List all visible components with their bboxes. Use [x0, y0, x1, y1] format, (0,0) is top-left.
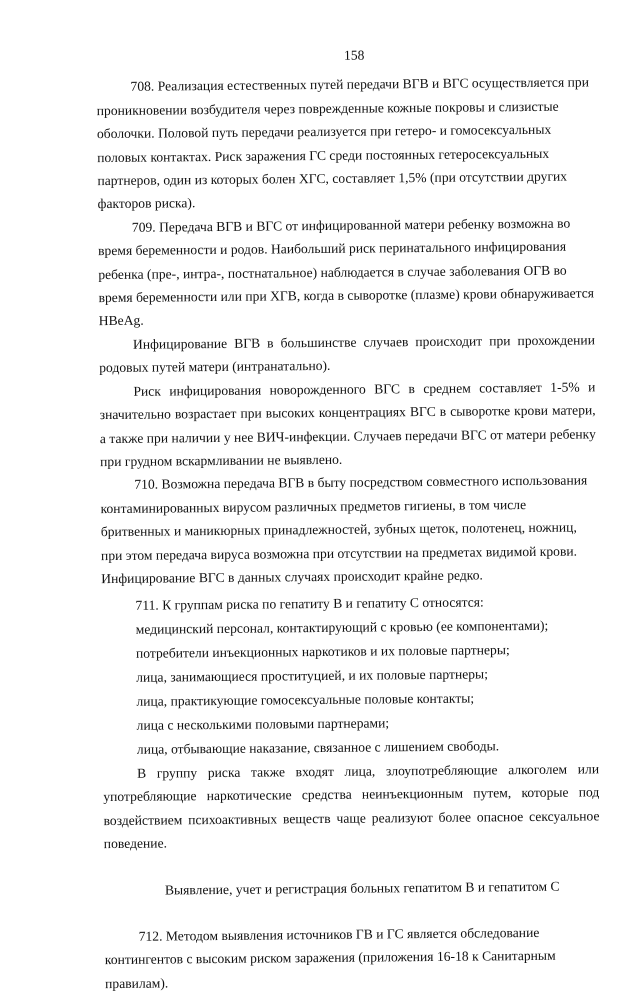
paragraph-709: 709. Передача ВГВ и ВГС от инфицированной матери ребенку возможна во время беременности и родов. Наибольший риск перинатального инфицирования ребенка (пре-, интра-, постнатальное) наблюдается в случае заболевания ОГВ во время беременности или при ХГВ, когда в сыворотке (плазме) крови обнаруживается HBeAg. — [98, 215, 595, 329]
section-heading: Выявление, учет и регистрация больных гепатитом В и гепатитом С — [164, 879, 560, 898]
list-item: лица, отбывающие наказание, связанное с лишением свободы. — [136, 738, 500, 757]
list-item: лица, практикующие гомосексуальные половые контакты; — [136, 690, 475, 709]
list-item: лица с несколькими половыми партнерами; — [136, 715, 390, 733]
paragraph-708: 708. Реализация естественных путей передачи ВГВ и ВГС осуществляется при проникновении возбудителя через поврежденные кожные покровы и слизистые оболочки. Половой путь передачи реализуется при гетеро- и гомосексуальных половых контактах. Риск заражения ГС среди постоянных гетеросексуальных партнеров, один из которых болен ХГС, составляет 1,5% (при отсутствии других факторов риска). — [96, 74, 590, 212]
paragraph-709-intranatal: Инфицирование ВГВ в большинстве случаев происходит при прохождении родовых путей матери (интранатально). — [99, 332, 596, 376]
paragraph-711: 711. К группам риска по гепатиту В и гепатиту С относятся: — [135, 594, 484, 614]
page-number: 158 — [343, 47, 365, 63]
list-item: лица, занимающиеся проституцией, и их половые партнеры; — [136, 666, 488, 685]
paragraph-709-hcv-risk: Риск инфицирования новорожденного ВГС в среднем составляет 1-5% и значительно возрастает при высоких концентрациях ВГС в сыворотке крови матери, а также при наличии у нее ВИЧ-инфекции. Случаев передачи ВГС от матери ребенку при грудном вскармливании не выявлено. — [99, 379, 596, 470]
paragraph-711-additional: В группу риска также входят лица, злоупотребляющие алкоголем или употребляющие наркотические средства неинъекционным путем, которые под воздействием психоактивных веществ чаще реализуют более опасное сексуальное поведение. — [103, 761, 600, 852]
paragraph-712: 712. Методом выявления источников ГВ и ГС является обследование контингентов с высоким риском заражения (приложения 16-18 к Санитарным правилам). — [104, 924, 556, 991]
paragraph-710: 710. Возможна передача ВГВ в быту посредством совместного использования контаминированных вирусом различных предметов гигиены, в том числе бритвенных и маникюрных принадлежностей, зубных щеток, полотенец, ножниц, при этом передача вируса возможна при отсутствии на предметах видимой крови. Инфицирование ВГС в данных случаях происходит крайне редко. — [100, 472, 588, 587]
risk-group-list — [102, 613, 599, 762]
list-item: потребители инъекционных наркотиков и их половые партнеры; — [135, 641, 510, 661]
list-item: медицинский персонал, контактирующий с кровью (ее компонентами); — [135, 617, 549, 637]
